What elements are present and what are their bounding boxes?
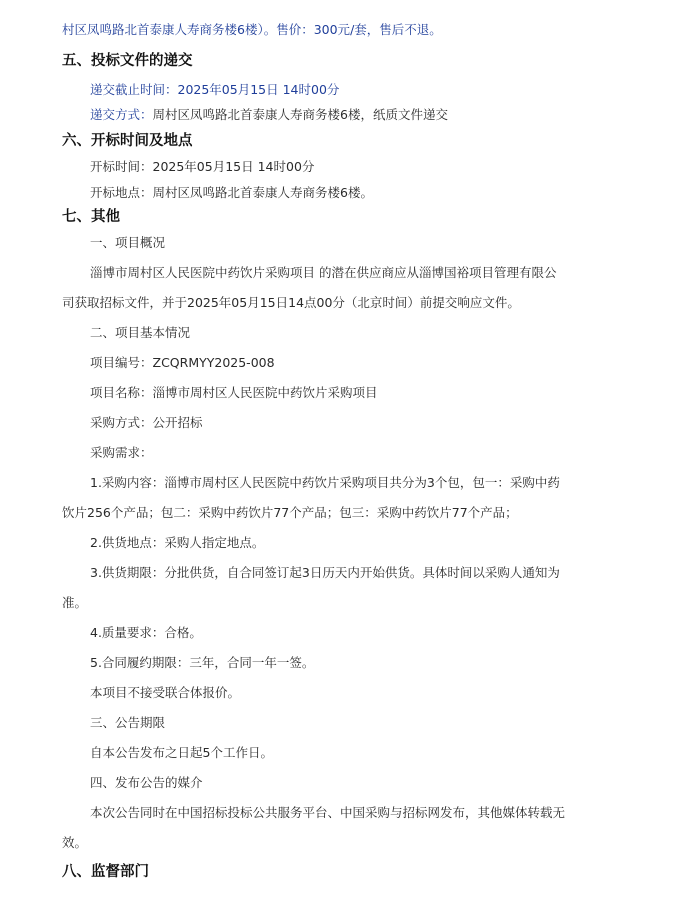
section-5-heading: 五、投标文件的递交 xyxy=(62,53,193,69)
demand-5: 5.合同履约期限：三年，合同一年一签。 xyxy=(90,655,315,670)
purchase-method: 采购方式：公开招标 xyxy=(90,415,203,430)
demand-3-line-1: 3.供货期限：分批供货，自合同签订起3日历天内开始供货。具体时间以采购人通知为 xyxy=(90,565,560,580)
media-line-1: 本次公告同时在中国招标投标公共服务平台、中国采购与招标网发布，其他媒体转载无 xyxy=(90,805,566,820)
demand-1-line-2: 饮片256个产品；包二：采购中药饮片77个产品；包三：采购中药饮片77个产品； xyxy=(62,505,518,520)
media-line-2: 效。 xyxy=(62,835,88,850)
no-consortium-note: 本项目不接受联合体报价。 xyxy=(90,685,241,700)
basic-info-title: 二、项目基本情况 xyxy=(90,325,191,340)
submission-deadline: 递交截止时间：2025年05月15日 14时00分 xyxy=(90,82,340,97)
overview-line-1: 淄博市周村区人民医院中药饮片采购项目 的潜在供应商应从淄博国裕项目管理有限公 xyxy=(90,265,557,280)
section-7-heading: 七、其他 xyxy=(62,209,120,225)
overview-line-2: 司获取招标文件，并于2025年05月15日14点00分（北京时间）前提交响应文件。 xyxy=(62,295,520,310)
project-name: 项目名称：淄博市周村区人民医院中药饮片采购项目 xyxy=(90,385,378,400)
demand-4: 4.质量要求：合格。 xyxy=(90,625,202,640)
demand-3-line-2: 准。 xyxy=(62,595,88,610)
project-number: 项目编号：ZCQRMYY2025-008 xyxy=(90,355,275,370)
section-8-heading: 八、监督部门 xyxy=(62,864,149,880)
demand-2: 2.供货地点：采购人指定地点。 xyxy=(90,535,265,550)
submission-method-label: 递交方式： xyxy=(90,107,153,122)
period-title: 三、公告期限 xyxy=(90,715,166,730)
submission-method-value: 周村区凤鸣路北首泰康人寿商务楼6楼，纸质文件递交 xyxy=(152,107,448,122)
overview-title: 一、项目概况 xyxy=(90,235,166,250)
top-continuation-text: 村区凤鸣路北首泰康人寿商务楼6楼）。售价：300元/套，售后不退。 xyxy=(62,22,442,37)
opening-time: 开标时间：2025年05月15日 14时00分 xyxy=(90,159,315,174)
submission-method xyxy=(90,106,448,124)
period-text: 自本公告发布之日起5个工作日。 xyxy=(90,745,273,760)
media-title: 四、发布公告的媒介 xyxy=(90,775,203,790)
demand-title: 采购需求： xyxy=(90,445,153,460)
section-6-heading: 六、开标时间及地点 xyxy=(62,133,193,149)
opening-place: 开标地点：周村区凤鸣路北首泰康人寿商务楼6楼。 xyxy=(90,185,373,200)
demand-1-line-1: 1.采购内容：淄博市周村区人民医院中药饮片采购项目共分为3个包，包一：采购中药 xyxy=(90,475,560,490)
